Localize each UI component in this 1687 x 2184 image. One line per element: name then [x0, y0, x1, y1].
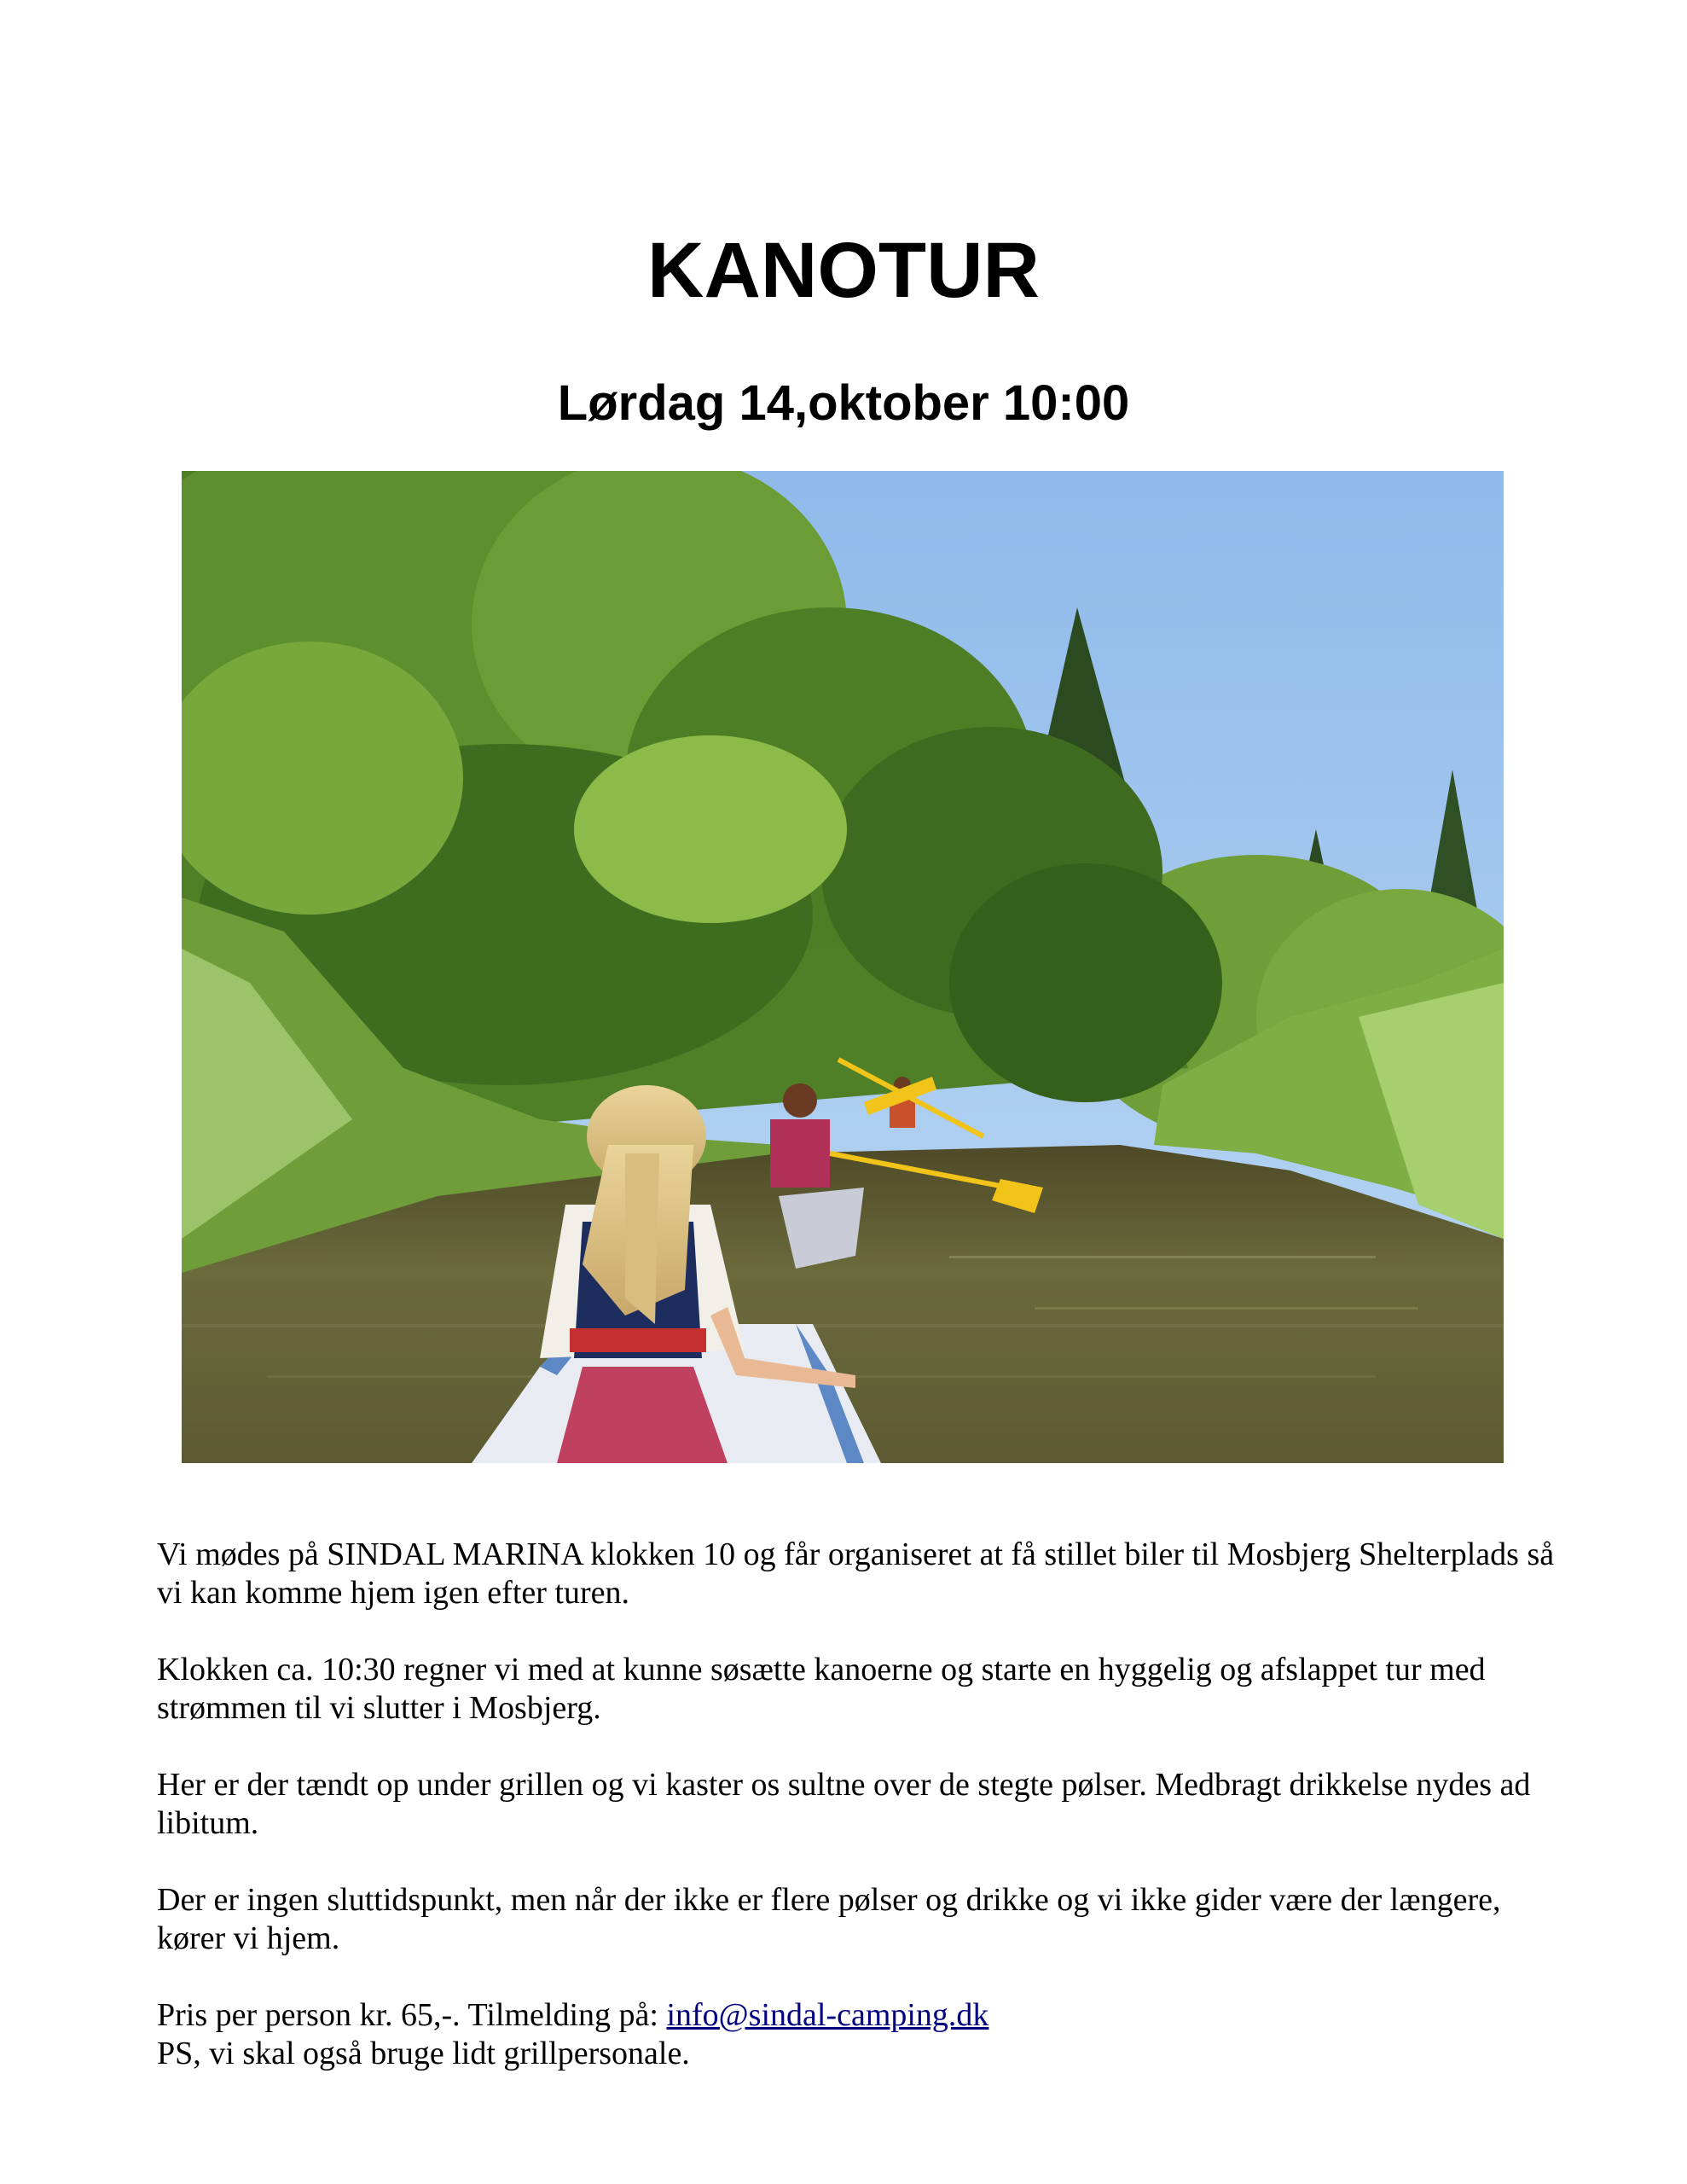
paragraph-grill: Her er der tændt op under grillen og vi kaster os sultne over de stegte pølser. Medbragt drikkelse nydes ad libitum. [157, 1767, 1531, 1841]
price-text: Pris per person kr. 65,-. Tilmelding på: [157, 1997, 667, 2033]
paragraph-meeting: Vi mødes på SINDAL MARINA klokken 10 og får organiseret at få stillet biler til Mosbjerg Shelterplads så vi kan komme hjem igen efter turen. [157, 1536, 1555, 1611]
ps-text: PS, vi skal også bruge lidt grillpersonale. [157, 2036, 690, 2071]
signup-email-link[interactable]: info@sindal-camping.dk [666, 1997, 989, 2033]
paragraph-end-time: Der er ingen sluttidspunkt, men når der ikke er flere pølser og drikke og vi ikke gider være der længere, kører vi hjem. [157, 1882, 1501, 1956]
paragraph-launch: Klokken ca. 10:30 regner vi med at kunne søsætte kanoerne og starte en hyggelig og afslappet tur med strømmen til vi slutter i Mosbjerg. [157, 1652, 1486, 1726]
event-description [157, 1536, 1556, 2073]
page-title: KANOTUR [647, 227, 1040, 314]
canoe-trip-photo [182, 471, 1504, 1463]
paragraph-price [157, 1996, 1556, 2073]
event-date: Lørdag 14,oktober 10:00 [557, 375, 1130, 431]
